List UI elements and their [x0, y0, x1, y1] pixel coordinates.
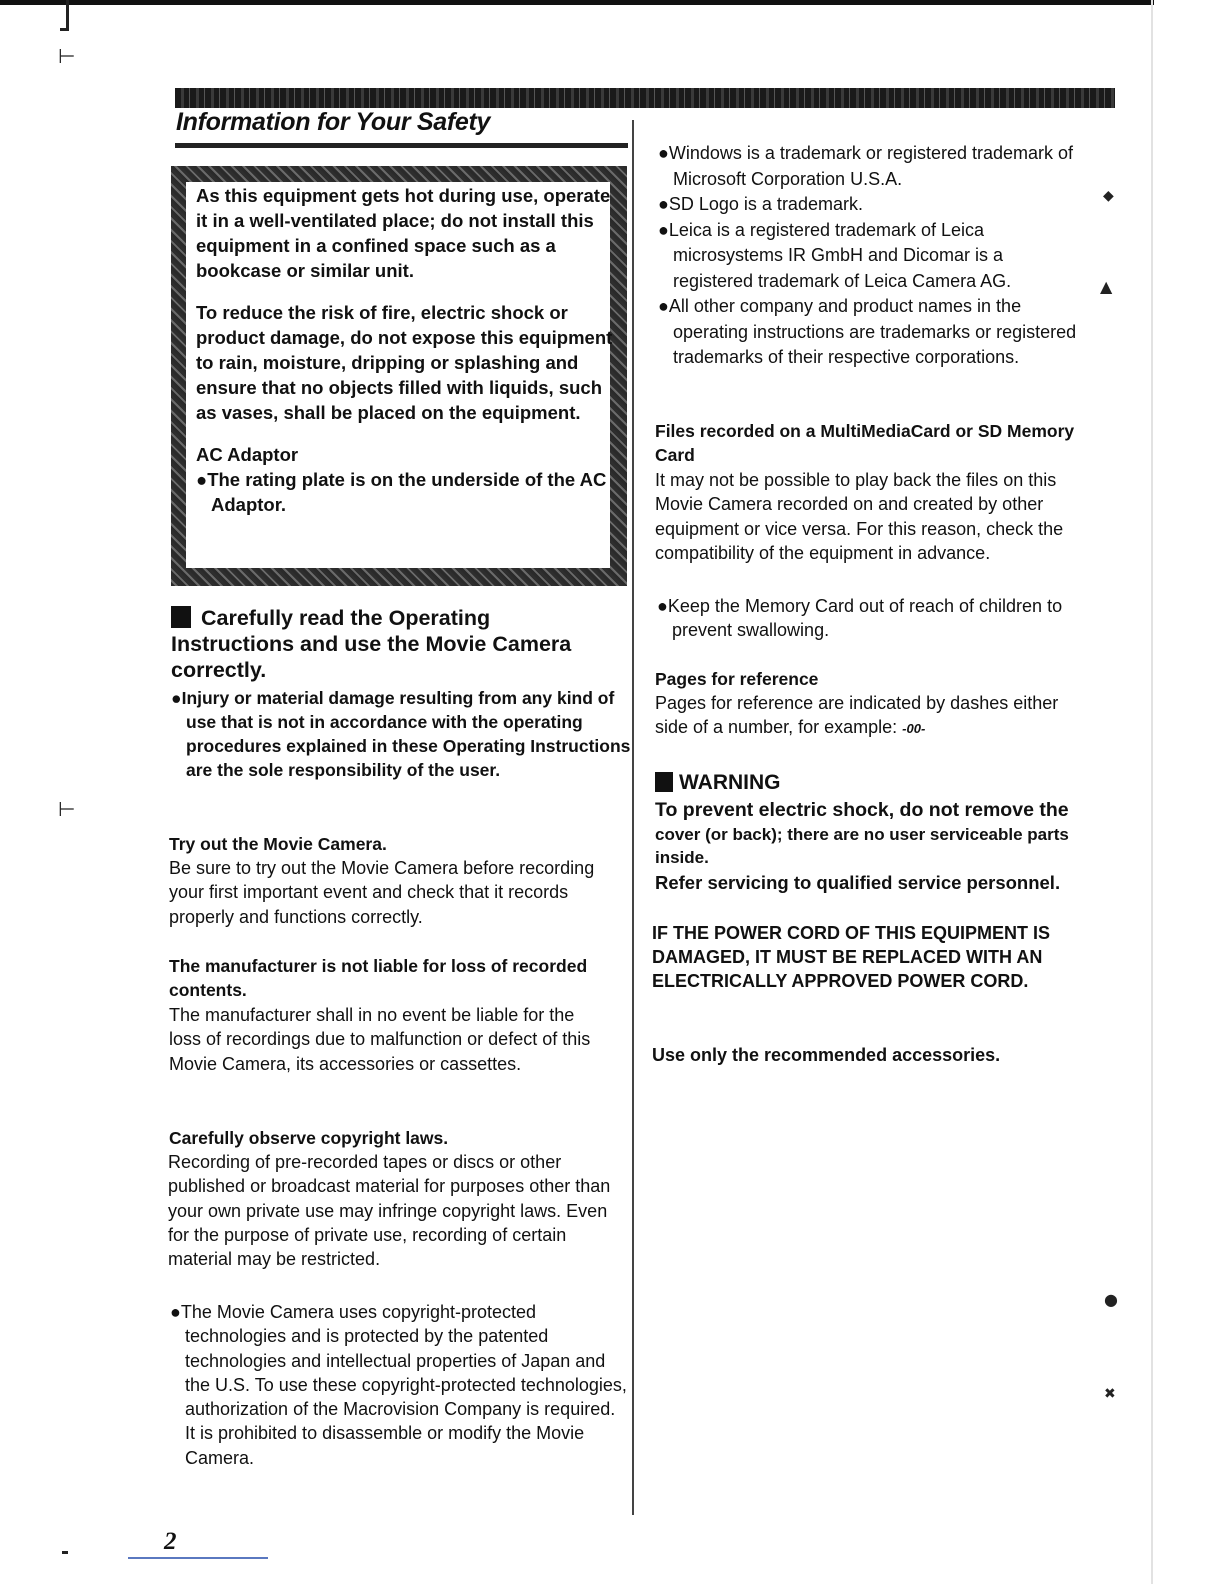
bullet-icon: ●: [658, 194, 669, 214]
pages-ref-heading: Pages for reference: [655, 669, 819, 689]
files-body: It may not be possible to play back the files on this Movie Camera recorded on and created by other equipment or vice versa. For this reason, check the compatibility of the equipment in advance.: [655, 470, 1064, 563]
files-bullet: ●Keep the Memory Card out of reach of children to prevent swallowing.: [657, 596, 1063, 641]
read-instructions-heading: Carefully read the Operating Instructions and use the Movie Camera correctly.: [171, 606, 572, 682]
right-border: [1151, 0, 1153, 1584]
warning-box-paragraph: To reduce the risk of fire, electric shock or product damage, do not expose this equipment to rain, moisture, dripping or splashing and ensure that no objects filled with liquids, such as vases, shall be placed on the equipment.: [196, 302, 613, 423]
crop-mark-horizontal: [60, 28, 69, 31]
read-instructions-bullet: ●Injury or material damage resulting from any kind of use that is not in accordance with the operating procedures explained in these Operating Instructions are the sole responsibility of the user.: [171, 688, 631, 780]
copyright-heading: Carefully observe copyright laws.: [169, 1128, 449, 1148]
top-border: [0, 0, 1154, 5]
column-divider: [632, 120, 634, 1515]
registration-mark-icon: ⊢: [58, 797, 76, 821]
registration-mark-icon: [62, 1551, 68, 1554]
page-ref-example: -00-: [902, 721, 926, 737]
scan-speck-icon: ●: [1104, 1290, 1118, 1309]
accessories-note: Use only the recommended accessories.: [652, 1045, 1001, 1065]
warning-text: [655, 798, 1125, 896]
header-bar: [175, 88, 1115, 108]
page-number: 2: [164, 1528, 177, 1555]
bullet-icon: ●: [196, 469, 208, 490]
liability-heading: The manufacturer is not liable for loss of recorded contents.: [169, 956, 588, 1000]
warning-line: cover (or back); there are no user serviceable parts inside.: [655, 825, 1069, 867]
square-bullet-icon: [171, 606, 191, 628]
scan-speck-icon: ✖: [1104, 1386, 1116, 1402]
warning-line: Refer servicing to qualified service personnel.: [655, 872, 1061, 893]
warning-box-paragraph: As this equipment gets hot during use, operate it in a well-ventilated place; do not install this equipment in a confined space such as a bookcase or similar unit.: [196, 185, 611, 281]
bullet-icon: ●: [171, 688, 182, 708]
trademark-item: ●Leica is a registered trademark of Leica microsystems IR GmbH and Dicomar is a registered trademark of Leica Camera AG.: [658, 219, 1012, 291]
bullet-icon: ●: [658, 219, 669, 240]
bullet-icon: ●: [170, 1302, 181, 1322]
registration-mark-icon: ⊢: [58, 44, 76, 68]
copyright-bullet: ●The Movie Camera uses copyright-protected technologies and is protected by the patented technologies and intellectual properties of Japan and the U.S. To use these copyright-protected technologies, authorization of the Macrovision Company is required. It is prohibited to disassemble or modify the Movie Camera.: [170, 1302, 627, 1468]
crop-mark-vertical: [66, 0, 69, 30]
trademark-list: [658, 141, 1088, 371]
files-heading: Files recorded on a MultiMediaCard or SD Memory Card: [655, 421, 1075, 465]
copyright-body: Recording of pre-recorded tapes or discs or other published or broadcast material for purposes other than your own private use may infringe copyright laws. Even for the purpose of private use, recording of certain material may be restricted.: [168, 1152, 611, 1270]
trademark-item: ●SD Logo is a trademark.: [658, 194, 863, 214]
square-bullet-icon: [655, 772, 673, 792]
warning-heading: WARNING: [655, 770, 1085, 796]
power-cord-warning: IF THE POWER CORD OF THIS EQUIPMENT IS DAMAGED, IT MUST BE REPLACED WITH AN ELECTRICALLY APPROVED POWER CORD.: [652, 923, 1051, 991]
ac-adaptor-title: AC Adaptor: [196, 444, 299, 465]
page-number-underline: [128, 1557, 268, 1559]
bullet-icon: ●: [658, 143, 669, 163]
pages-ref-body: Pages for reference are indicated by dashes either side of a number, for example: -00-: [655, 693, 1059, 738]
scan-speck-icon: ▲: [1100, 277, 1113, 296]
scan-speck-icon: ◆: [1103, 188, 1114, 204]
trademark-item: ●All other company and product names in the operating instructions are trademarks or registered trademarks of their respective corporations.: [658, 296, 1077, 367]
try-out-body: Be sure to try out the Movie Camera before recording your first important event and check that it records properly and functions correctly.: [169, 858, 595, 927]
warning-box-text: [196, 183, 616, 517]
page-title: Information for Your Safety: [176, 108, 491, 136]
ac-adaptor-bullet: ●The rating plate is on the underside of the AC Adaptor.: [196, 469, 607, 515]
warning-line: To prevent electric shock, do not remove the: [655, 799, 1069, 821]
liability-body: The manufacturer shall in no event be liable for the loss of recordings due to malfunction or defect of this Movie Camera, its accessories or cassettes.: [169, 1005, 591, 1074]
trademark-item: ●Windows is a trademark or registered trademark of Microsoft Corporation U.S.A.: [658, 143, 1074, 189]
try-out-heading: Try out the Movie Camera.: [169, 834, 387, 854]
title-underline: [175, 143, 628, 148]
bullet-icon: ●: [658, 296, 669, 316]
bullet-icon: ●: [657, 596, 668, 616]
